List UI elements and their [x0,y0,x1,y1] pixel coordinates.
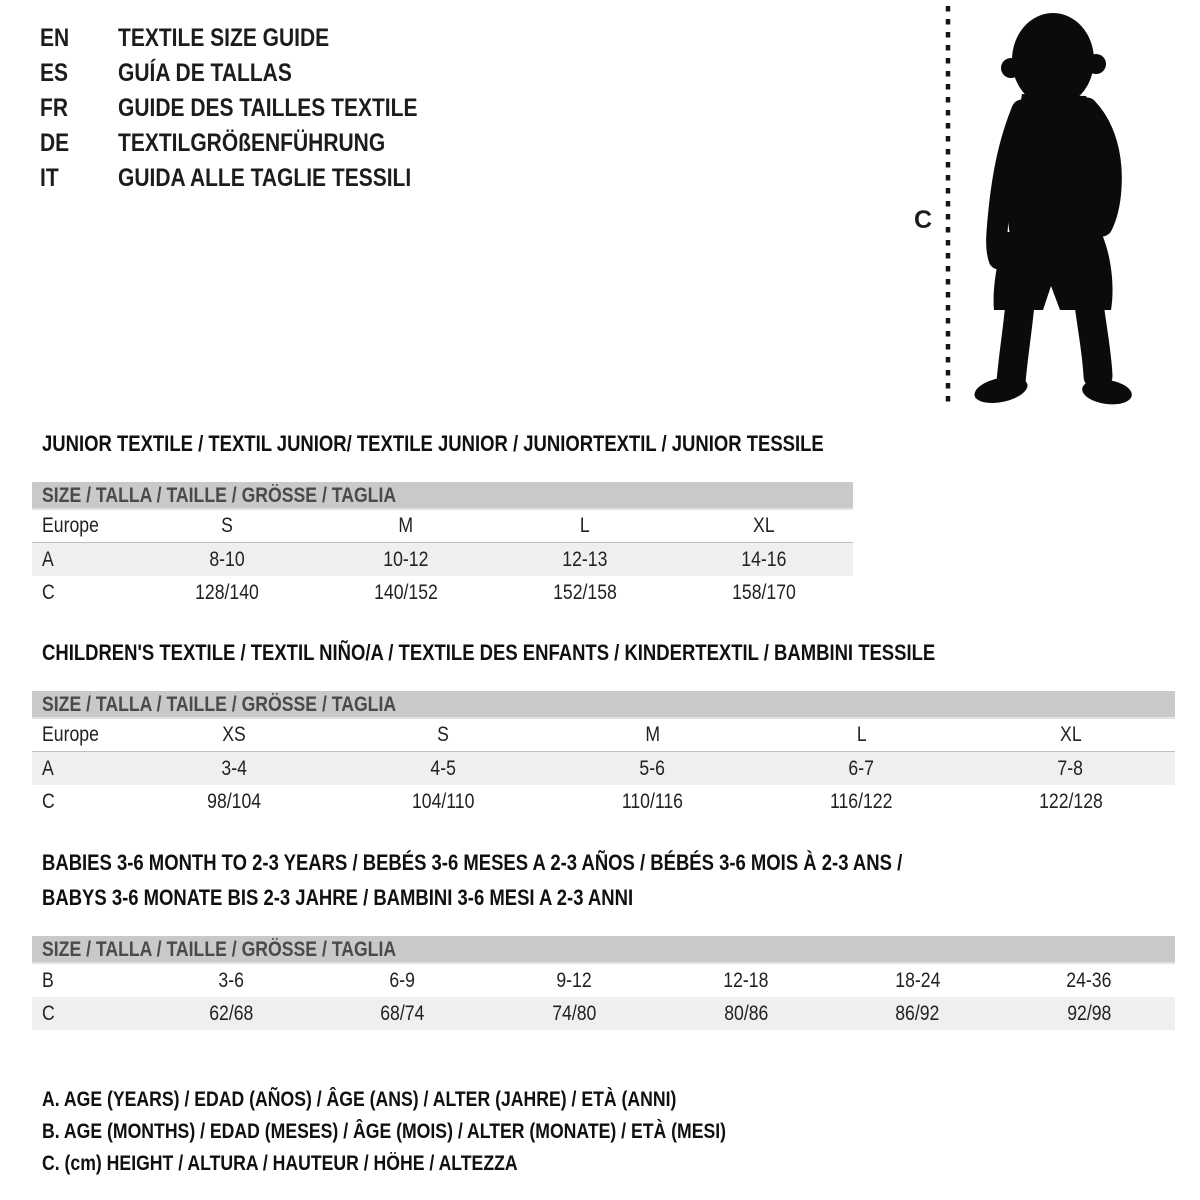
table-row-months [32,964,1175,997]
size-header-bar: SIZE / TALLA / TAILLE / GRÖSSE / TAGLIA [32,482,853,510]
lang-row-fr [40,94,475,122]
age-cell: 4-5 [430,756,457,780]
table-row-europe [32,510,853,543]
lang-row-es [40,59,475,87]
size-header-bar: SIZE / TALLA / TAILLE / GRÖSSE / TAGLIA [32,936,1175,964]
table-row-age [32,543,853,576]
size-cell: M [398,514,414,537]
guide-title-it: GUIDA ALLE TAGLIE TESSILI [118,164,412,192]
lang-row-en [40,24,475,52]
table-row-height [32,576,853,609]
age-cell: 14-16 [741,547,787,571]
age-cell: 10-12 [383,547,429,571]
table-row-age [32,752,1175,785]
row-label: C [42,1001,55,1025]
height-cell: 62/68 [208,1001,253,1025]
size-cell: S [221,514,234,537]
header [32,0,1170,420]
babies-textile-section [32,851,1175,1030]
row-label: C [42,580,55,604]
size-cell: M [645,723,660,746]
height-cell: 158/170 [731,580,796,604]
table-row-height [32,997,1175,1030]
height-cell: 86/92 [895,1001,940,1025]
guide-title-en: TEXTILE SIZE GUIDE [118,24,330,52]
row-label: A [42,756,54,780]
height-dashed-line [944,6,952,406]
children-textile-section [32,641,1175,818]
table-row-europe [32,719,1175,752]
lang-code: ES [40,59,69,87]
age-cell: 12-13 [562,547,608,571]
height-cell: 152/158 [552,580,617,604]
size-header-bar: SIZE / TALLA / TAILLE / GRÖSSE / TAGLIA [32,691,1175,719]
months-cell: 24-36 [1066,968,1112,992]
lang-code: EN [40,24,70,52]
months-cell: 12-18 [723,968,769,992]
legend-age-years: A. AGE (YEARS) / EDAD (AÑOS) / ÂGE (ANS) / ALTER (JAHRE) / ETÀ (ANNI) [42,1088,677,1111]
legend-age-months: B. AGE (MONTHS) / EDAD (MESES) / ÂGE (MOIS) / ALTER (MONATE) / ETÀ (MESI) [42,1120,727,1143]
measurement-legend [42,1084,1170,1180]
size-cell: XS [222,723,247,746]
age-cell: 7-8 [1057,756,1084,780]
height-cell: 122/128 [1038,789,1103,813]
height-cell: 116/122 [830,789,893,813]
lang-code: IT [40,164,59,192]
row-label: C [42,789,55,813]
height-cell: 74/80 [552,1001,597,1025]
height-cell: 80/86 [723,1001,768,1025]
height-cell: 140/152 [374,580,439,604]
toddler-silhouette-icon [960,2,1136,408]
height-cell: 98/104 [207,789,262,813]
height-cell: 92/98 [1067,1001,1112,1025]
size-cell: L [856,723,867,746]
legend-height-cm: C. (cm) HEIGHT / ALTURA / HAUTEUR / HÖHE / ALTEZZA [42,1152,518,1175]
lang-row-it [40,164,475,192]
section-title-babies-line2: BABYS 3-6 MONATE BIS 2-3 JAHRE / BAMBINI 3-6 MESI A 2-3 ANNI [42,885,634,910]
age-cell: 8-10 [209,547,246,571]
size-cell: XL [752,514,775,537]
row-label: Europe [42,514,99,537]
age-cell: 3-4 [221,756,248,780]
measure-label-c: C [914,206,933,234]
height-cell: 104/110 [412,789,475,813]
size-cell: XL [1059,723,1082,746]
section-title-children: CHILDREN'S TEXTILE / TEXTIL NIÑO/A / TEXTILE DES ENFANTS / KINDERTEXTIL / BAMBINI TESSILE [42,640,936,665]
age-cell: 5-6 [639,756,666,780]
size-cell: L [579,514,590,537]
lang-code: FR [40,94,68,122]
lang-row-de [40,129,475,157]
height-cell: 68/74 [380,1001,425,1025]
months-cell: 9-12 [556,968,592,992]
table-row-height [32,785,1175,818]
size-cell: S [437,723,450,746]
section-title-babies-line1: BABIES 3-6 MONTH TO 2-3 YEARS / BEBÉS 3-6 MESES A 2-3 AÑOS / BÉBÉS 3-6 MOIS À 2-3 ANS / [42,850,903,875]
lang-code: DE [40,129,70,157]
guide-title-fr: GUIDE DES TAILLES TEXTILE [118,94,418,122]
junior-textile-section [32,432,853,609]
height-measure-figure [884,0,1142,412]
height-cell: 128/140 [195,580,260,604]
months-cell: 6-9 [389,968,416,992]
guide-title-es: GUÍA DE TALLAS [118,59,292,87]
row-label: A [42,547,54,571]
age-cell: 6-7 [848,756,875,780]
height-cell: 110/116 [621,789,684,813]
months-cell: 3-6 [218,968,244,992]
section-title-junior: JUNIOR TEXTILE / TEXTIL JUNIOR/ TEXTILE JUNIOR / JUNIORTEXTIL / JUNIOR TESSILE [42,431,824,456]
row-label: Europe [42,723,99,746]
language-title-list [32,0,475,420]
months-cell: 18-24 [894,968,941,992]
guide-title-de: TEXTILGRÖßENFÜHRUNG [118,129,386,157]
row-label: B [42,968,54,992]
